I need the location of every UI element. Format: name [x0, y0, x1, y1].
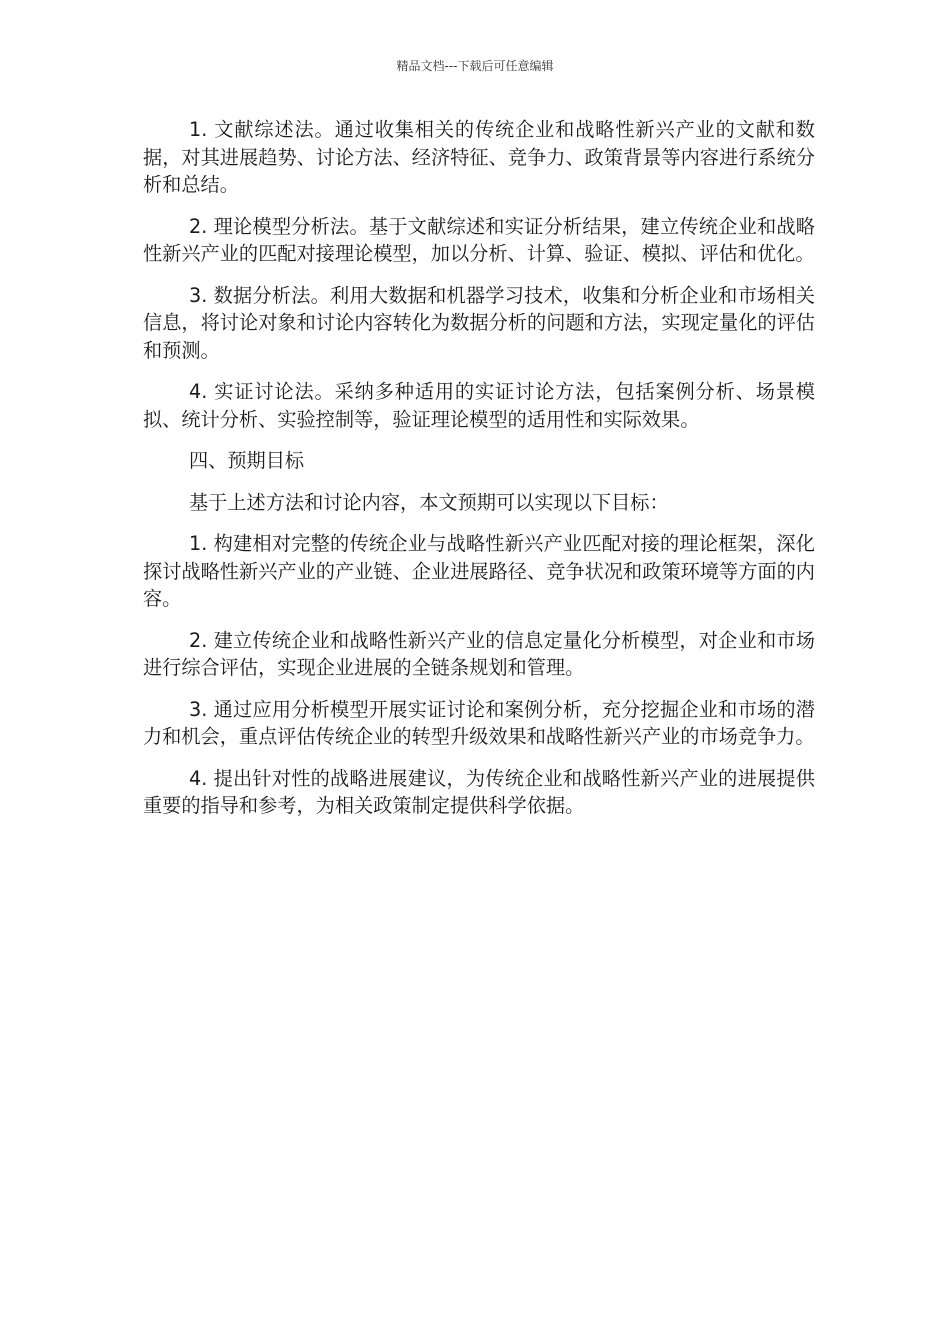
section-heading: 四、预期目标: [189, 449, 305, 472]
goal-paragraph-4: 4. 提出针对性的战略进展建议，为传统企业和战略性新兴产业的进展提供重要的指导和参考，为相关政策制定提供科学依据。: [143, 766, 815, 817]
goal-paragraph-1: 1. 构建相对完整的传统企业与战略性新兴产业匹配对接的理论框架，深化探讨战略性新兴产业的产业链、企业进展路径、竞争状况和政策环境等方面的内容。: [143, 532, 815, 610]
method-paragraph-2: 2. 理论模型分析法。基于文献综述和实证分析结果，建立传统企业和战略性新兴产业的匹配对接理论模型，加以分析、计算、验证、模拟、评估和优化。: [143, 214, 815, 265]
document-body: [143, 116, 815, 834]
page-header: 精品文档---下载后可任意编辑: [396, 59, 554, 73]
method-paragraph-3: 3. 数据分析法。利用大数据和机器学习技术，收集和分析企业和市场相关信息，将讨论对象和讨论内容转化为数据分析的问题和方法，实现定量化的评估和预测。: [143, 283, 815, 362]
goal-paragraph-3: 3. 通过应用分析模型开展实证讨论和案例分析，充分挖掘企业和市场的潜力和机会，重点评估传统企业的转型升级效果和战略性新兴产业的市场竞争力。: [143, 697, 815, 748]
method-paragraph-4: 4. 实证讨论法。采纳多种适用的实证讨论方法，包括案例分析、场景模拟、统计分析、实验控制等，验证理论模型的适用性和实际效果。: [143, 380, 815, 431]
method-paragraph-1: 1. 文献综述法。通过收集相关的传统企业和战略性新兴产业的文献和数据，对其进展趋势、讨论方法、经济特征、竞争力、政策背景等内容进行系统分析和总结。: [143, 118, 815, 196]
intro-paragraph: 基于上述方法和讨论内容，本文预期可以实现以下目标：: [189, 490, 669, 514]
goal-paragraph-2: 2. 建立传统企业和战略性新兴产业的信息定量化分析模型，对企业和市场进行综合评估，实现企业进展的全链条规划和管理。: [143, 628, 815, 679]
